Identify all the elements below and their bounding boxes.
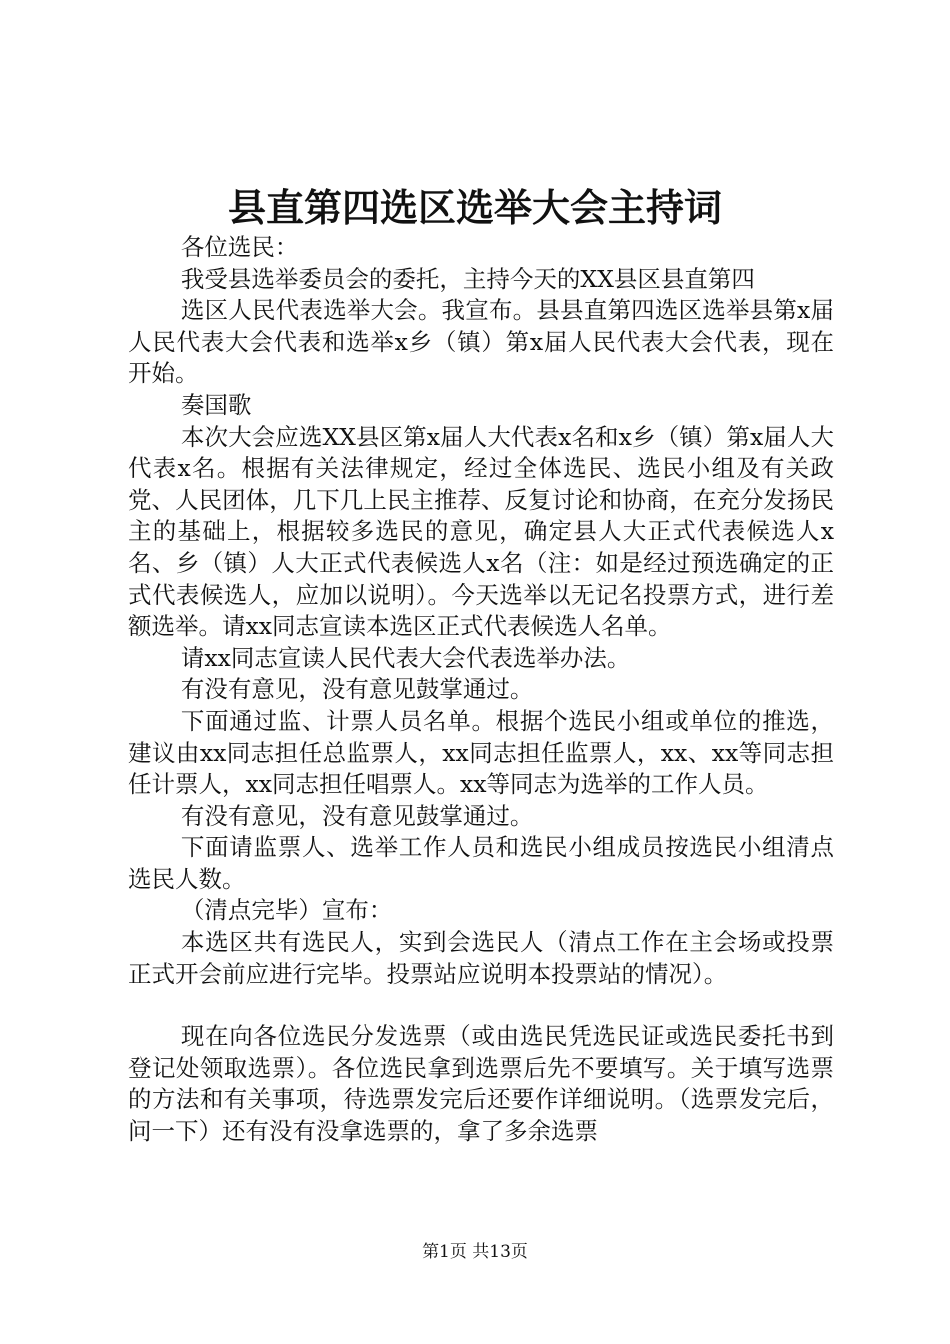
paragraph-announcement: 选区人民代表选举大会。我宣布。县县直第四选区选举县第x届人民代表大会代表和选举x乡（镇）第x届人民代表大会代表，现在开始。: [128, 296, 834, 388]
paragraph-election-method: 请xx同志宣读人民代表大会代表选举办法。: [180, 643, 631, 672]
paragraph-vote-counters: 下面通过监、计票人员名单。根据个选民小组或单位的推选，建议由xx同志担任总监票人，xx同志担任监票人，xx、xx等同志担任计票人，xx同志担任唱票人。xx等同志为选举的工作人员。: [128, 706, 834, 799]
paragraph-headcount: 下面请监票人、选举工作人员和选民小组成员按选民小组清点选民人数。: [128, 833, 834, 893]
paragraph-anthem: 奏国歌: [180, 390, 252, 419]
paragraph-salutation: 各位选民：: [180, 233, 299, 261]
paragraph-approval-1: 有没有意见，没有意见鼓掌通过。: [180, 675, 534, 704]
paragraph-count-done: （清点完毕）宣布：: [180, 896, 393, 925]
document-title: 县直第四选区选举大会主持词: [227, 186, 722, 230]
paragraph-approval-2: 有没有意见，没有意见鼓掌通过。: [180, 801, 534, 830]
paragraph-entrusted: 我受县选举委员会的委托，主持今天的XX县区县直第四: [180, 264, 755, 293]
paragraph-candidates: 本次大会应选XX县区第x届人大代表x名和x乡（镇）第x届人大代表x名。根据有关法律规定，经过全体选民、选民小组及有关政党、人民团体，几下几上民主推荐、反复讨论和协商，在充分发扬民主的基础上，根据较多选民的意见，确定县人大正式代表候选人x名、乡（镇）人大正式代表候选人x名（注：如是经过预选确定的正式代表候选人，应加以说明）。今天选举以无记名投票方式，进行差额选举。请xx同志宣读本选区正式代表候选人名单。: [128, 422, 834, 641]
paragraph-voter-total: 本选区共有选民人，实到会选民人（清点工作在主会场或投票正式开会前应进行完毕。投票站应说明本投票站的情况）。: [128, 928, 834, 988]
page-footer: 第1页 共13页: [422, 1242, 528, 1262]
document-body: [128, 232, 834, 1148]
paragraph-ballot-distribution: 现在向各位选民分发选票（或由选民凭选民证或选民委托书到登记处领取选票）。各位选民拿到选票后先不要填写。关于填写选票的方法和有关事项，待选票发完后还要作详细说明。（选票发完后，问一下）还有没有没拿选票的，拿了多余选票: [128, 1022, 834, 1146]
